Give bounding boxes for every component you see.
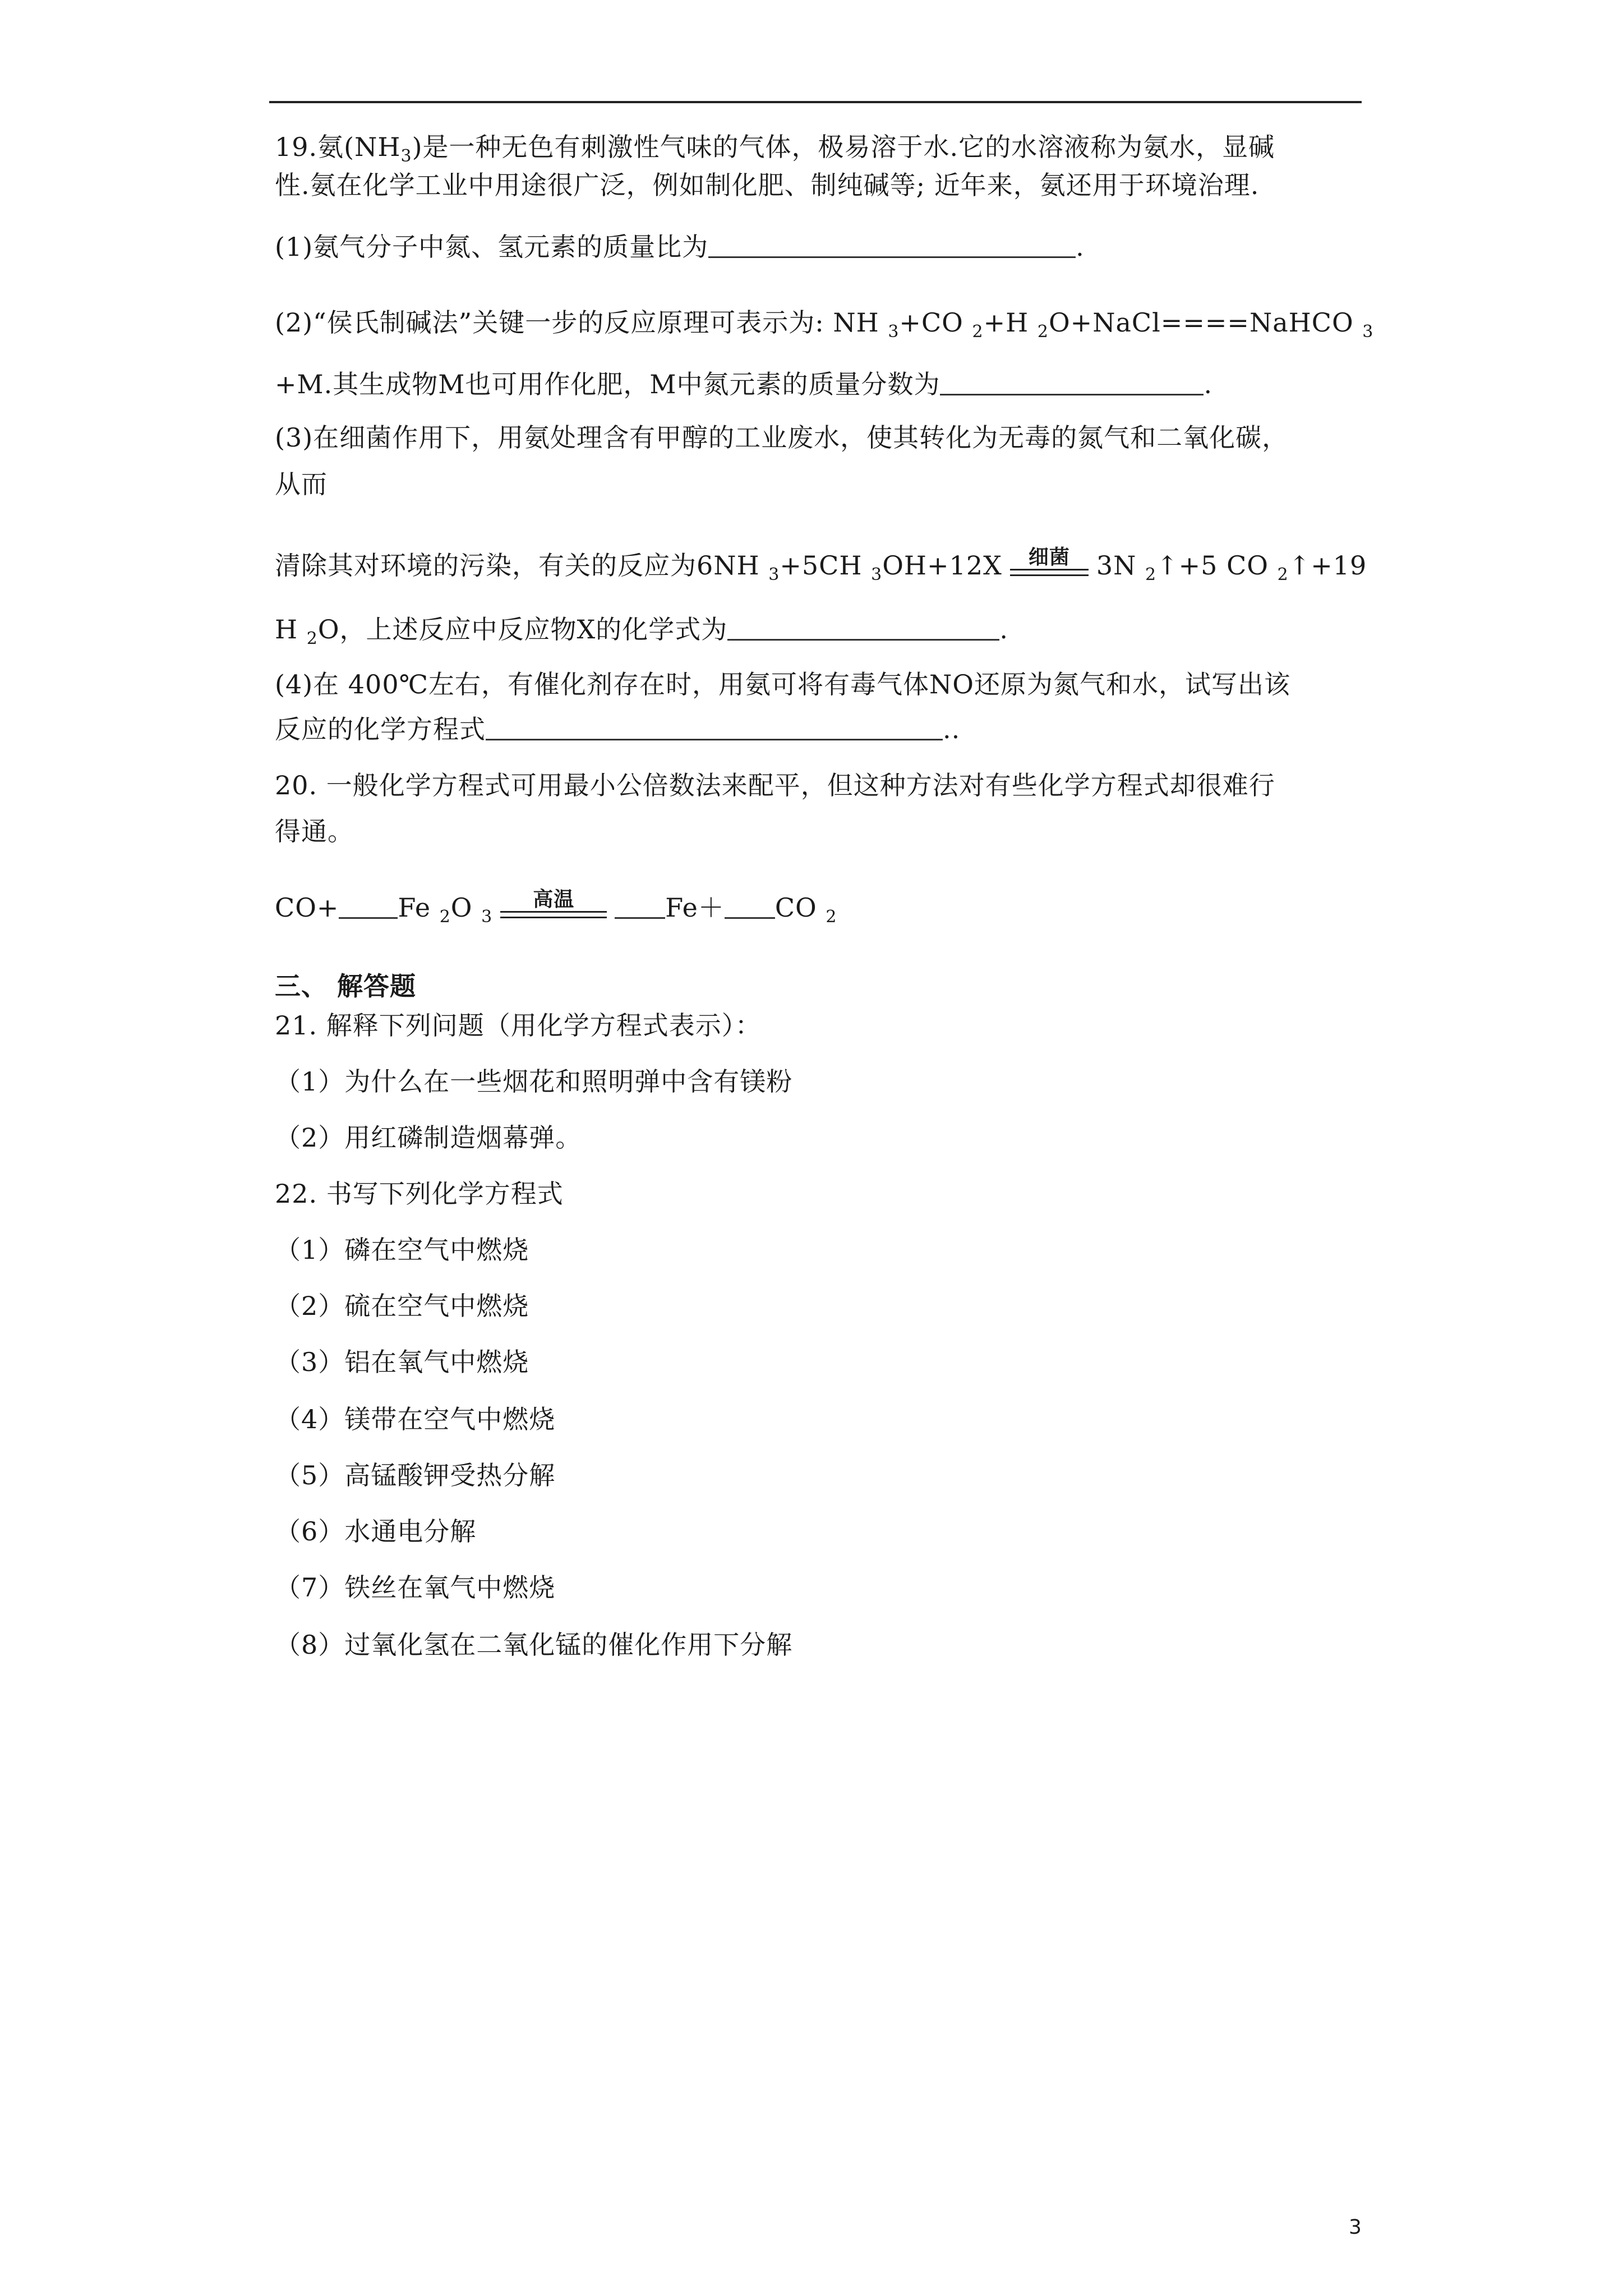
q19-line-2: 性.氨在化学工业中用途很广泛，例如制化肥、制纯碱等; 近年来，氨还用于环境治理. [275,170,1260,200]
q19-part-3-line-3: 清除其对环境的污染，有关的反应为6NH $_3$+5CH $_3$OH+12X 细菌 3N $_2$↑+5 CO $_2$↑+19 [275,546,1367,585]
q22-item-8: （8）过氧化氢在二氧化锰的催化作用下分解 [275,1630,793,1660]
reaction-condition: 高温 [500,891,607,924]
q19-part-2-line-1: (2)“侯氏制碱法”关键一步的反应原理可表示为: NH $_3$+CO $_2$+H $_2$O+NaCl====NaHCO $_3$ [275,307,1374,342]
header-rule [269,101,1362,103]
q19-part-3-line-1: (3)在细菌作用下，用氨处理含有甲醇的工业废水，使其转化为无毒的氮气和二氧化碳， [275,422,1289,453]
q19-part-4-line-1: (4)在 400℃左右，有催化剂存在时，用氨可将有毒气体NO还原为氮气和水，试写出该 [275,669,1291,700]
q22-item-4: （4）镁带在空气中燃烧 [275,1404,556,1434]
q20-line-2: 得通。 [275,816,354,846]
answer-blank[interactable] [486,714,943,740]
answer-blank[interactable] [708,232,1076,258]
q21-item-2: （2）用红磷制造烟幕弹。 [275,1122,582,1153]
section-heading: 三、 解答题 [275,971,417,1001]
q22-item-1: （1）磷在空气中燃烧 [275,1235,529,1265]
q19-part-3-line-4: H $_2$O，上述反应中反应物X的化学式为 . [275,614,1008,648]
coefficient-blank[interactable] [339,892,398,919]
q22-item-7: （7）铁丝在氧气中燃烧 [275,1572,556,1603]
q21-title: 21. 解释下列问题（用化学方程式表示）： [275,1010,762,1041]
reaction-condition: 细菌 [1010,549,1089,582]
answer-blank[interactable] [940,369,1204,395]
q20-line-1: 20. 一般化学方程式可用最小公倍数法来配平，但这种方法对有些化学方程式却很难行 [275,770,1275,800]
q20-equation: CO+ Fe $_2$O $_3$ 高温 Fe＋ CO $_2$ [275,888,837,927]
coefficient-blank[interactable] [725,892,775,919]
q19-part-1: (1)氨气分子中氮、氢元素的质量比为 . [275,232,1085,262]
q22-item-5: （5）高锰酸钾受热分解 [275,1460,556,1490]
q21-item-1: （1）为什么在一些烟花和照明弹中含有镁粉 [275,1066,793,1097]
answer-blank[interactable] [727,614,999,641]
q22-item-2: （2）硫在空气中燃烧 [275,1291,529,1321]
q22-item-3: （3）铝在氧气中燃烧 [275,1347,529,1377]
q22-title: 22. 书写下列化学方程式 [275,1179,564,1209]
q19-line-1: 19.氨$(NH_3)$是一种无色有刺激性气味的气体，极易溶于水.它的水溶液称为氨水，显碱 [275,132,1275,166]
q19-part-2-line-2: +M.其生成物M也可用作化肥，M中氮元素的质量分数为 . [275,369,1213,399]
coefficient-blank[interactable] [615,892,665,919]
q19-part-4-line-2: 反应的化学方程式 .. [275,714,961,744]
q22-item-6: （6）水通电分解 [275,1516,477,1547]
q19-part-3-line-2: 从而 [275,469,328,499]
page-number: 3 [1349,2216,1362,2239]
